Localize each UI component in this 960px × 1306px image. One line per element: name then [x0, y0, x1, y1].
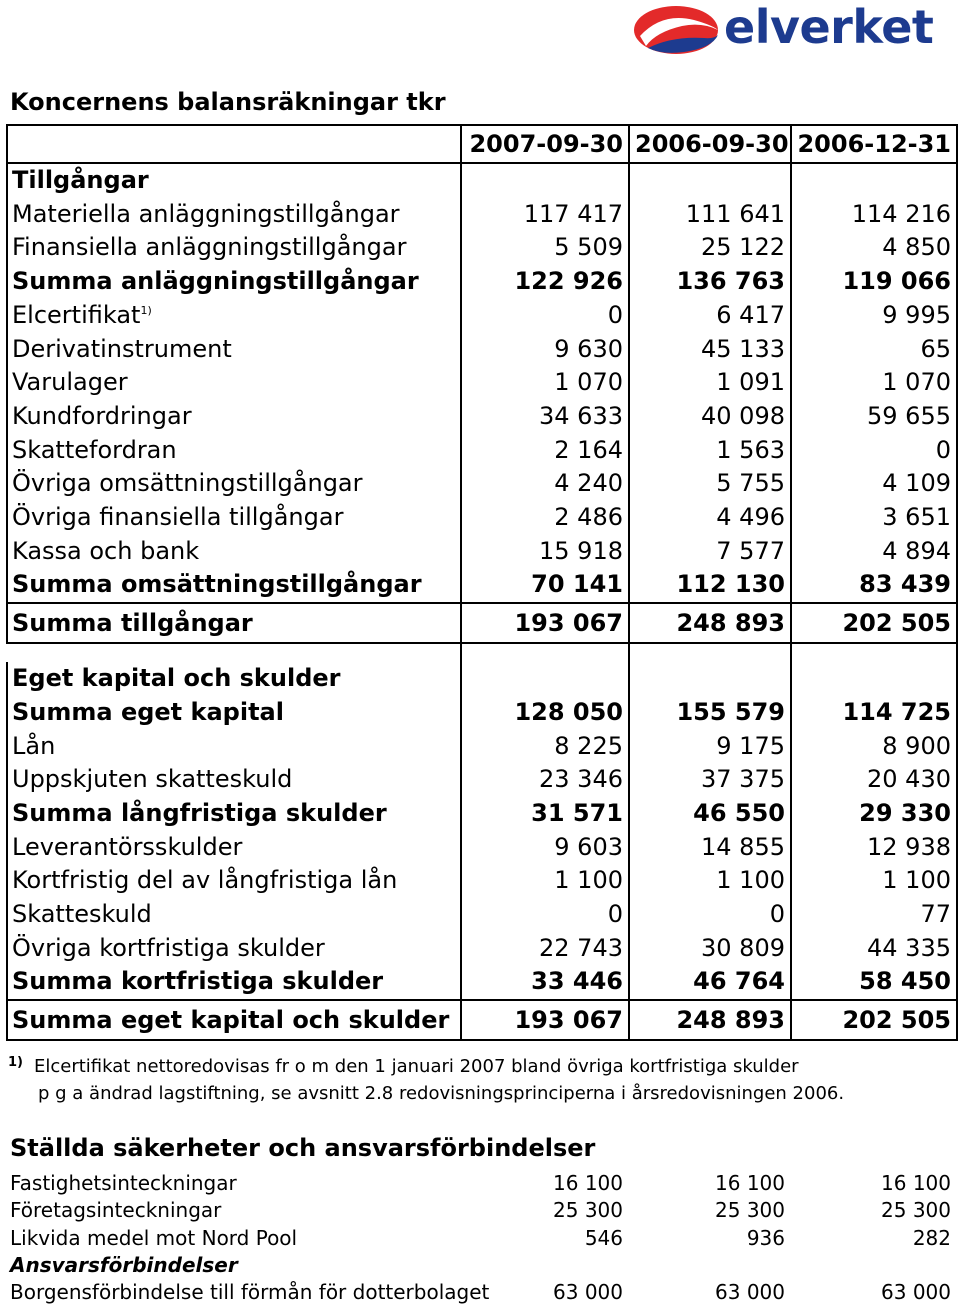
value-cell: 46 764 [629, 965, 791, 1000]
total-row [7, 603, 957, 643]
value-cell: 1 563 [629, 434, 791, 468]
value-cell: 0 [791, 434, 957, 468]
value-cell: 6 417 [629, 299, 791, 333]
value-cell: 12 938 [791, 831, 957, 865]
value-cell: 14 855 [629, 831, 791, 865]
row-label-text: Kassa och bank [12, 536, 200, 565]
value-cell: 34 633 [461, 400, 629, 434]
section-heading-row [7, 163, 957, 198]
table-row [7, 535, 957, 569]
value-cell: 77 [791, 898, 957, 932]
row-label [7, 467, 461, 501]
value-cell: 8 225 [461, 730, 629, 764]
value-cell: 2 164 [461, 434, 629, 468]
column-header: 2006-12-31 [791, 125, 957, 163]
column-header: 2006-09-30 [629, 125, 791, 163]
value-cell [461, 662, 629, 696]
value-cell: 25 300 [715, 1198, 785, 1223]
row-label-text: Övriga finansiella tillgångar [12, 503, 344, 532]
table-row [7, 501, 957, 535]
value-cell: 1 091 [629, 366, 791, 400]
row-label-text: Materiella anläggningstillgångar [12, 199, 400, 228]
value-cell: 202 505 [791, 1000, 957, 1040]
table-row [7, 696, 957, 730]
value-cell: 1 100 [461, 864, 629, 898]
section-title: Ställda säkerheter och ansvarsförbindelser [10, 1134, 596, 1162]
page-title: Koncernens balansräkningar tkr [10, 88, 446, 116]
row-label-text: Summa omsättningstillgångar [12, 570, 422, 599]
row-label-text: Summa långfristiga skulder [12, 798, 387, 827]
table-row [6, 1170, 956, 1197]
value-cell: 936 [746, 1225, 785, 1250]
table-row [6, 1279, 956, 1306]
row-label-text: Lån [12, 731, 56, 760]
value-cell: 282 [912, 1225, 951, 1250]
row-label: Ansvarsförbindelser [10, 1252, 238, 1277]
value-cell: 8 900 [791, 730, 957, 764]
value-cell: 546 [584, 1225, 623, 1250]
table-row [7, 231, 957, 265]
value-cell: 46 550 [629, 797, 791, 831]
row-label [7, 797, 461, 831]
row-label [7, 265, 461, 299]
value-cell: 2 486 [461, 501, 629, 535]
spacer-cell [7, 643, 461, 662]
row-label [7, 366, 461, 400]
logo-text: elverket [724, 0, 934, 54]
table-row [7, 864, 957, 898]
value-cell: 0 [629, 898, 791, 932]
value-cell: 16 100 [715, 1171, 785, 1195]
row-label: Borgensförbindelse till förmån för dotterbolaget [10, 1280, 490, 1305]
row-label: Likvida medel mot Nord Pool [10, 1225, 298, 1250]
value-cell: 4 240 [461, 467, 629, 501]
value-cell: 9 175 [629, 730, 791, 764]
value-cell: 16 100 [553, 1171, 623, 1195]
row-label [7, 535, 461, 569]
value-cell: 58 450 [791, 965, 957, 1000]
table-row [7, 434, 957, 468]
row-label [7, 231, 461, 265]
value-cell: 30 809 [629, 932, 791, 966]
row-label [7, 299, 461, 333]
value-cell [629, 662, 791, 696]
value-cell: 114 725 [791, 696, 957, 730]
row-label-text: Kundfordringar [12, 401, 192, 430]
table-row [7, 797, 957, 831]
value-cell: 122 926 [461, 265, 629, 299]
subheading-row [6, 1252, 956, 1279]
value-cell: 15 918 [461, 535, 629, 569]
row-label-text: Övriga omsättningstillgångar [12, 469, 363, 498]
value-cell: 117 417 [461, 198, 629, 232]
table-row [7, 400, 957, 434]
value-cell: 4 496 [629, 501, 791, 535]
value-cell [791, 662, 957, 696]
table-row [7, 898, 957, 932]
table-row [7, 763, 957, 797]
spacer-row [7, 643, 957, 662]
value-cell: 45 133 [629, 333, 791, 367]
table-row [7, 568, 957, 603]
value-cell: 193 067 [461, 603, 629, 643]
row-label [7, 662, 461, 696]
row-label [7, 163, 461, 198]
row-label [7, 400, 461, 434]
value-cell: 25 300 [553, 1198, 623, 1223]
spacer-cell [791, 643, 957, 662]
value-cell: 9 630 [461, 333, 629, 367]
value-cell: 202 505 [791, 603, 957, 643]
row-label-text: Tillgångar [12, 166, 149, 194]
row-label [7, 730, 461, 764]
value-cell: 31 571 [461, 797, 629, 831]
row-label-text: Eget kapital och skulder [12, 664, 341, 693]
row-label-text: Kortfristig del av långfristiga lån [12, 866, 398, 895]
footnote-reference: 1) [140, 303, 152, 317]
row-label-text: Summa kortfristiga skulder [12, 967, 384, 996]
value-cell: 63 000 [715, 1280, 785, 1305]
value-cell: 9 995 [791, 299, 957, 333]
header-row [7, 125, 957, 163]
footnote-line: Elcertifikat nettoredovisas fr o m den 1 januari 2007 bland övriga kortfristiga skulder [34, 1056, 799, 1077]
row-label-text: Leverantörsskulder [12, 832, 243, 861]
value-cell: 59 655 [791, 400, 957, 434]
value-cell [461, 163, 629, 198]
row-label [7, 965, 461, 1000]
row-label [7, 501, 461, 535]
section-heading-row [7, 662, 957, 696]
value-cell: 20 430 [791, 763, 957, 797]
value-cell: 1 070 [461, 366, 629, 400]
row-label-text: Skatteskuld [12, 900, 152, 929]
table-row [7, 467, 957, 501]
value-cell: 193 067 [461, 1000, 629, 1040]
row-label-text: Skattefordran [12, 435, 177, 464]
value-cell [790, 1252, 956, 1279]
value-cell: 44 335 [791, 932, 957, 966]
row-label [7, 333, 461, 367]
value-cell: 25 122 [629, 231, 791, 265]
row-label [7, 1000, 461, 1040]
value-cell: 65 [791, 333, 957, 367]
value-cell: 25 300 [881, 1198, 951, 1223]
value-cell: 1 100 [791, 864, 957, 898]
value-cell: 1 070 [791, 366, 957, 400]
table-row [7, 932, 957, 966]
value-cell: 111 641 [629, 198, 791, 232]
value-cell: 3 651 [791, 501, 957, 535]
value-cell: 83 439 [791, 568, 957, 603]
table-row [7, 265, 957, 299]
row-label-text: Varulager [12, 368, 128, 397]
value-cell: 112 130 [629, 568, 791, 603]
value-cell [791, 163, 957, 198]
value-cell: 0 [461, 898, 629, 932]
value-cell: 4 109 [791, 467, 957, 501]
row-label-text: Summa eget kapital [12, 697, 284, 726]
row-label [7, 831, 461, 865]
logo-mark-icon [632, 2, 722, 58]
pledged-assets-table [6, 1170, 956, 1306]
row-label-text: Övriga kortfristiga skulder [12, 933, 325, 962]
footnote-line: p g a ändrad lagstiftning, se avsnitt 2.8 redovisningsprinciperna i årsredovisningen 2006. [38, 1083, 845, 1104]
value-cell: 4 894 [791, 535, 957, 569]
table-row [7, 299, 957, 333]
value-cell: 136 763 [629, 265, 791, 299]
row-label [7, 568, 461, 603]
row-label-text: Summa anläggningstillgångar [12, 267, 419, 296]
row-label [7, 898, 461, 932]
value-cell: 23 346 [461, 763, 629, 797]
table-row [7, 831, 957, 865]
footnote-mark: 1) [8, 1055, 23, 1070]
row-label-text: Elcertifikat [12, 300, 141, 329]
value-cell [460, 1252, 628, 1279]
row-label-text: Derivatinstrument [12, 334, 232, 363]
row-label [7, 434, 461, 468]
table-row [7, 730, 957, 764]
row-label [7, 763, 461, 797]
value-cell: 33 446 [461, 965, 629, 1000]
value-cell: 7 577 [629, 535, 791, 569]
value-cell: 155 579 [629, 696, 791, 730]
row-label-text: Summa eget kapital och skulder [12, 1006, 450, 1035]
row-label-text: Summa tillgångar [12, 609, 253, 638]
value-cell [629, 163, 791, 198]
row-label [7, 198, 461, 232]
total-row [7, 1000, 957, 1040]
value-cell: 4 850 [791, 231, 957, 265]
value-cell [628, 1252, 790, 1279]
value-cell: 9 603 [461, 831, 629, 865]
row-label-text: Uppskjuten skatteskuld [12, 765, 293, 794]
row-label: Företagsinteckningar [10, 1198, 222, 1223]
value-cell: 114 216 [791, 198, 957, 232]
table-row [7, 198, 957, 232]
value-cell: 248 893 [629, 1000, 791, 1040]
value-cell: 29 330 [791, 797, 957, 831]
row-label [7, 696, 461, 730]
value-cell: 5 755 [629, 467, 791, 501]
row-label-text: Finansiella anläggningstillgångar [12, 233, 407, 262]
table-row [7, 366, 957, 400]
column-header: 2007-09-30 [461, 125, 629, 163]
value-cell: 40 098 [629, 400, 791, 434]
table-row [7, 965, 957, 1000]
value-cell: 119 066 [791, 265, 957, 299]
value-cell: 5 509 [461, 231, 629, 265]
table-row [6, 1225, 956, 1252]
table-row [6, 1197, 956, 1224]
spacer-cell [629, 643, 791, 662]
value-cell: 248 893 [629, 603, 791, 643]
spacer-cell [461, 643, 629, 662]
balance-sheet-table [6, 124, 958, 1041]
row-label [7, 603, 461, 643]
value-cell: 37 375 [629, 763, 791, 797]
value-cell: 22 743 [461, 932, 629, 966]
row-label: Fastighetsinteckningar [10, 1171, 237, 1195]
value-cell: 16 100 [881, 1171, 951, 1195]
value-cell: 63 000 [881, 1280, 951, 1305]
row-label [7, 864, 461, 898]
value-cell: 0 [461, 299, 629, 333]
value-cell: 63 000 [553, 1280, 623, 1305]
value-cell: 70 141 [461, 568, 629, 603]
elverket-logo [632, 2, 932, 58]
table-row [7, 333, 957, 367]
row-label [7, 932, 461, 966]
value-cell: 1 100 [629, 864, 791, 898]
value-cell: 128 050 [461, 696, 629, 730]
header-label-cell [7, 125, 461, 163]
